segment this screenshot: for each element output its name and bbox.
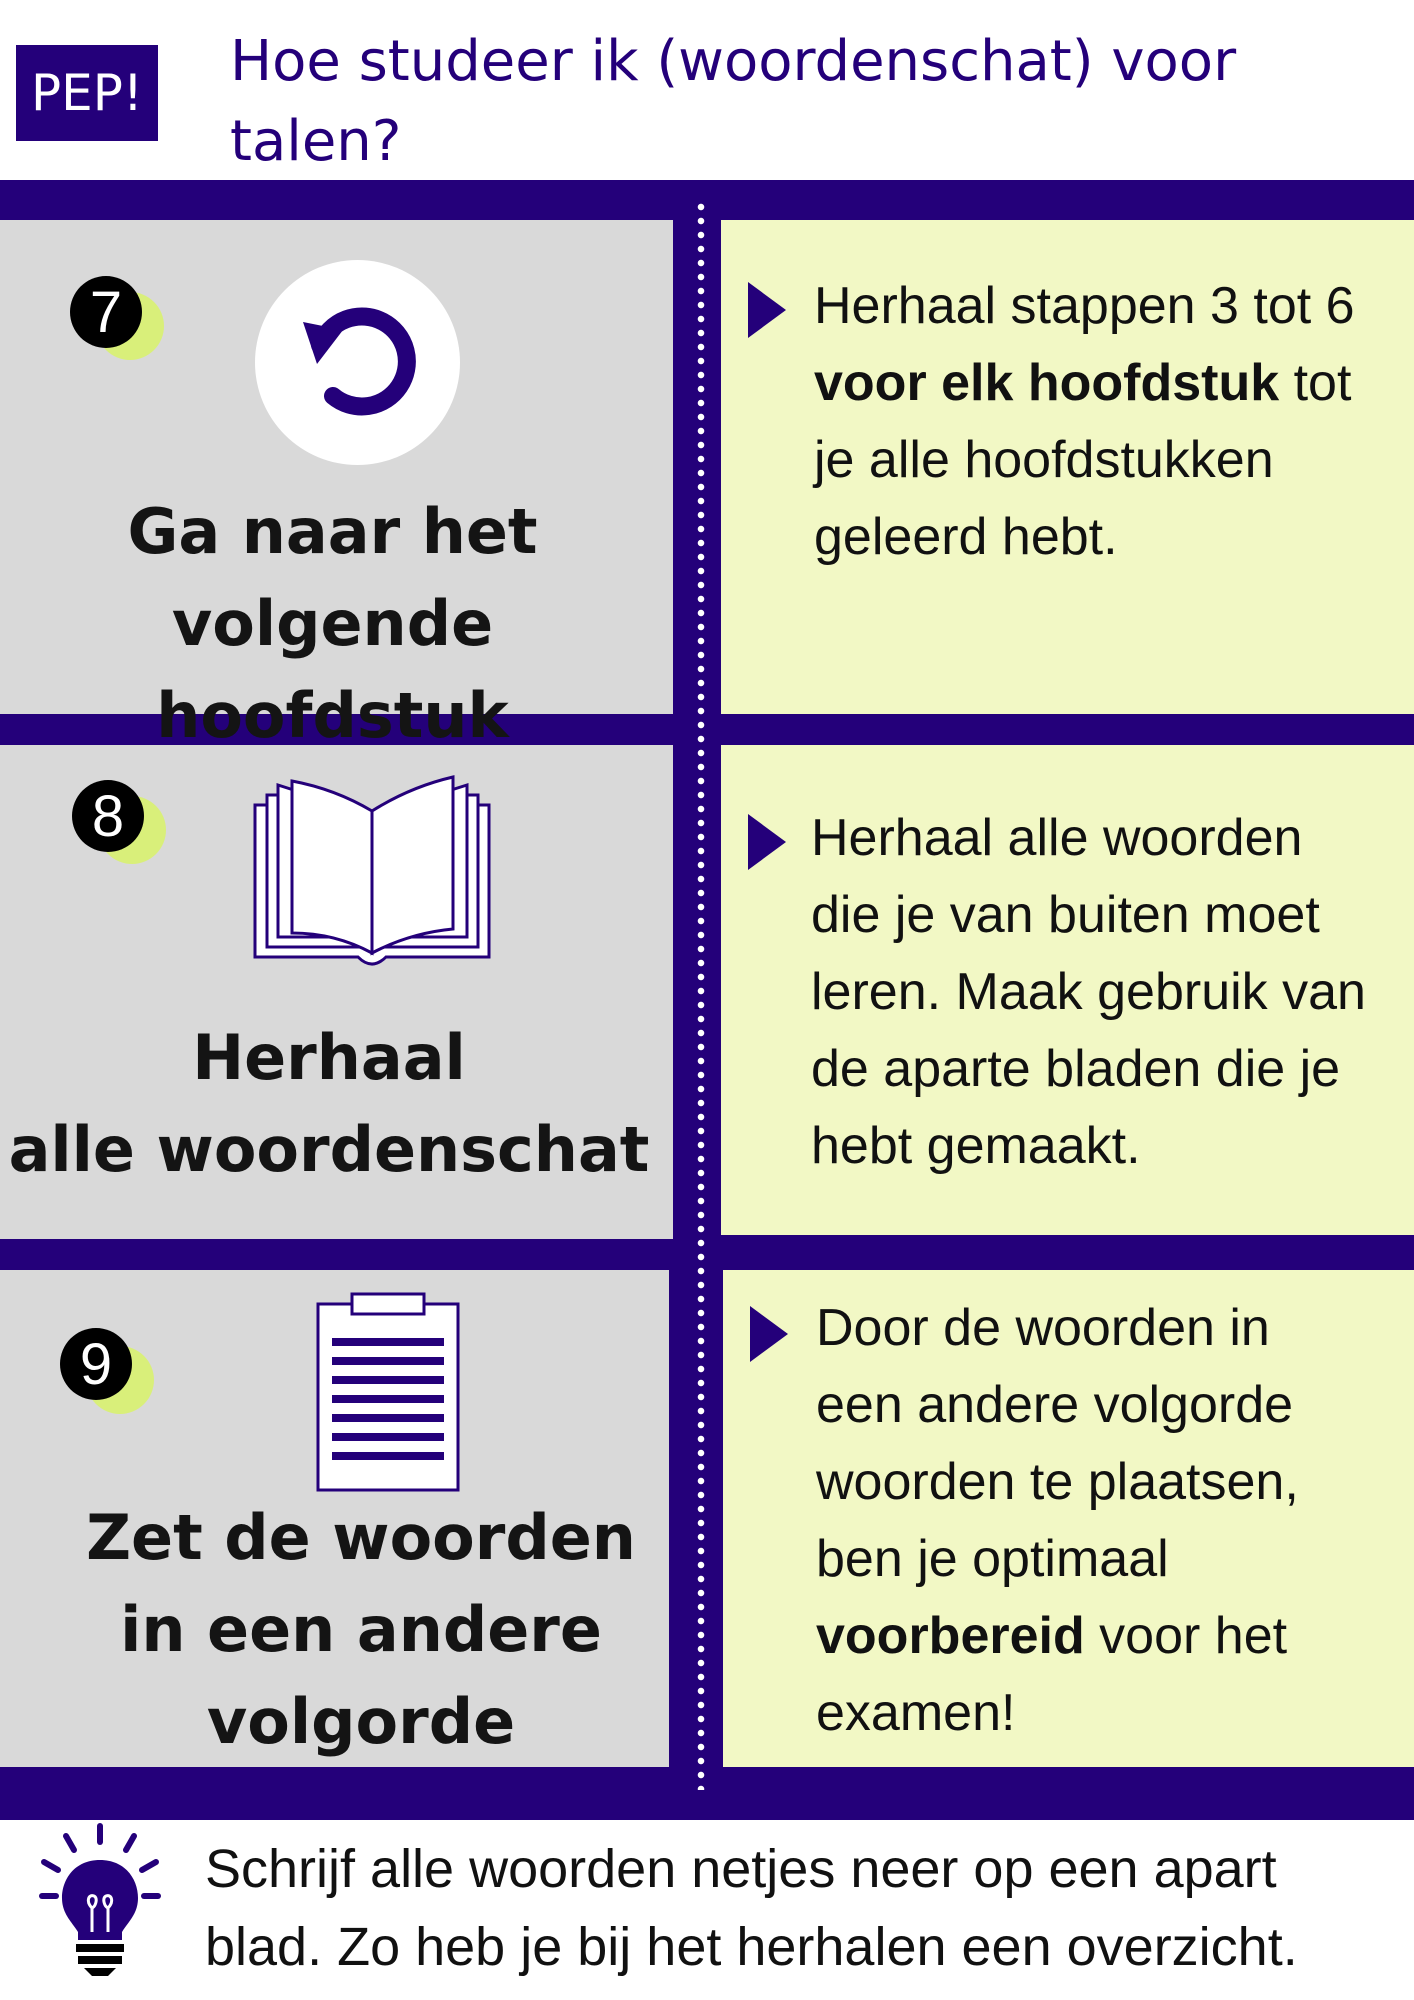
step-7-arrow-icon (748, 282, 786, 338)
step-9-badge: 9 (60, 1328, 132, 1400)
step-9-description (816, 1290, 1396, 1752)
step-7-heading (0, 486, 665, 762)
step-9-heading-line-3: volgorde (206, 1685, 516, 1758)
step-8-badge: 8 (72, 780, 144, 852)
step-9-desc-line: ben je optimaal (816, 1530, 1169, 1588)
step-7-desc-line: Herhaal stappen 3 tot 6 (814, 277, 1355, 335)
step-8-description (811, 800, 1401, 1185)
step-9-heading-line-1: Zet de woorden (86, 1501, 636, 1574)
step-9-desc-line (816, 1598, 1396, 1675)
step-9-desc-text: voor het (1084, 1607, 1288, 1665)
step-7-desc-line: geleerd hebt. (814, 508, 1118, 566)
step-9-desc-line: examen! (816, 1684, 1016, 1742)
step-8-desc-line: Herhaal alle woorden (811, 809, 1303, 867)
step-9-desc-bold: voorbereid (816, 1607, 1085, 1665)
clipboard-icon (316, 1292, 460, 1494)
page-title-line-1: Hoe studeer ik (woordenschat) voor (230, 29, 1237, 94)
step-8-desc-line: leren. Maak gebruik van (811, 963, 1366, 1021)
step-8-heading-line-1: Herhaal (192, 1021, 466, 1094)
page-title (230, 22, 1380, 182)
step-7-description (814, 268, 1394, 576)
tip-line-2: blad. Zo heb je bij het herhalen een overzicht. (205, 1917, 1298, 1977)
step-8-heading-line-2: alle woordenschat (8, 1113, 650, 1186)
step-8-arrow-icon (748, 814, 786, 870)
step-9-arrow-icon (750, 1306, 788, 1362)
open-book-icon (250, 775, 495, 975)
step-8-desc-line: hebt gemaakt. (811, 1117, 1141, 1175)
step-7-badge: 7 (70, 276, 142, 348)
dotted-divider (696, 200, 706, 1790)
step-7-desc-text: tot (1279, 354, 1352, 412)
step-9-desc-line: Door de woorden in (816, 1299, 1270, 1357)
step-7-desc-bold: voor elk hoofdstuk (814, 354, 1280, 412)
step-8-desc-line: de aparte bladen die je (811, 1040, 1341, 1098)
step-7-desc-line (814, 345, 1394, 422)
pep-logo: PEP! (16, 45, 158, 141)
step-7-desc-line: je alle hoofdstukken (814, 431, 1274, 489)
page-title-line-2: talen? (230, 109, 402, 174)
redo-icon (255, 260, 460, 465)
step-9-desc-line: woorden te plaatsen, (816, 1453, 1299, 1511)
step-9-desc-line: een andere volgorde (816, 1376, 1294, 1434)
tip-line-1: Schrijf alle woorden netjes neer op een apart (205, 1839, 1277, 1899)
step-8-heading (0, 1012, 658, 1196)
step-8-desc-line: die je van buiten moet (811, 886, 1320, 944)
step-9-heading-line-2: in een andere (120, 1593, 602, 1666)
tip-text (205, 1830, 1395, 1986)
lightbulb-icon (36, 1822, 164, 1982)
step-9-heading (60, 1492, 662, 1768)
step-7-heading-line-2: volgende hoofdstuk (156, 587, 509, 752)
step-7-heading-line-1: Ga naar het (127, 495, 538, 568)
